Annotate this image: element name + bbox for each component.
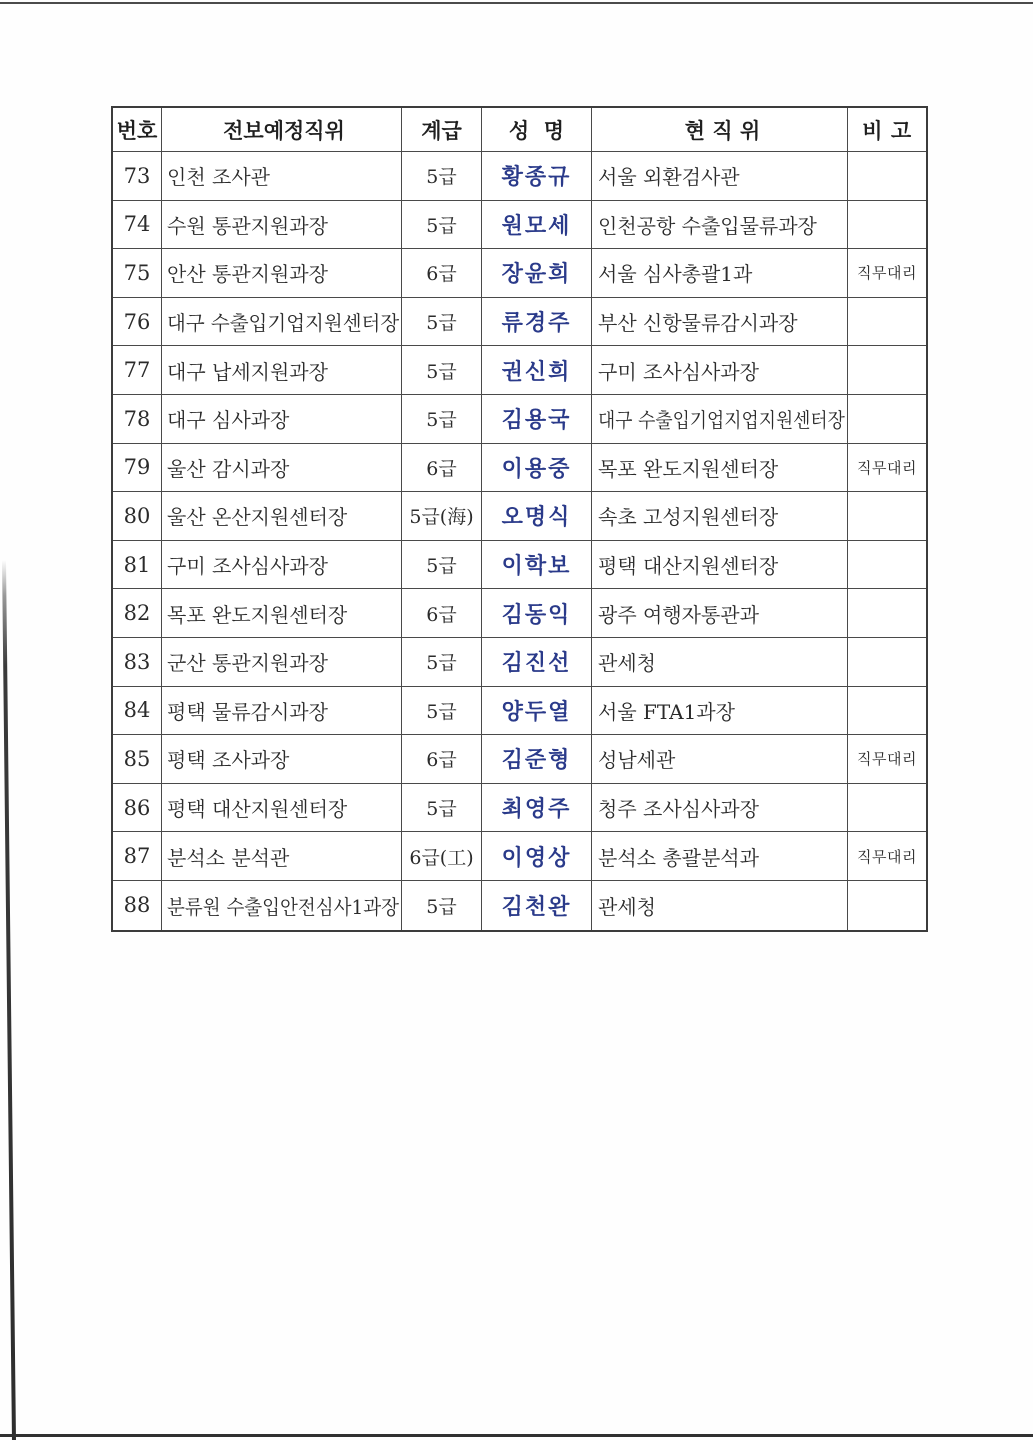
name-cell-text: 이영상	[501, 845, 572, 871]
planned-position-cell-text: 군산 통관지원과장	[167, 651, 328, 676]
planned-position-cell-text: 대구 수출입기업지원센터장	[167, 311, 400, 336]
current-position-cell	[592, 881, 848, 930]
planned-position-cell	[162, 249, 402, 298]
rank-cell-text: 5급	[426, 214, 457, 237]
row-number-cell	[113, 784, 162, 833]
remark-cell	[848, 541, 926, 590]
planned-position-cell	[162, 541, 402, 590]
table-row	[113, 492, 926, 541]
planned-position-cell-text: 대구 심사과장	[167, 408, 290, 433]
name-cell	[482, 492, 592, 541]
table-row	[113, 784, 926, 833]
name-cell-text: 양두열	[501, 699, 572, 725]
current-position-cell	[592, 249, 848, 298]
current-position-cell-text: 성남세관	[598, 748, 676, 773]
row-number-cell-text: 73	[123, 163, 151, 188]
table-row	[113, 881, 926, 930]
rank-cell-text: 5급	[426, 166, 457, 189]
row-number-cell-text: 76	[123, 309, 151, 334]
planned-position-cell-text: 울산 감시과장	[167, 456, 290, 481]
remark-cell	[848, 152, 926, 201]
name-cell-text: 원모세	[501, 213, 572, 239]
planned-position-cell	[162, 784, 402, 833]
rank-cell-text: 5급	[426, 360, 457, 383]
row-number-cell-text: 88	[123, 893, 151, 918]
rank-cell	[402, 735, 482, 784]
current-position-cell-text: 관세청	[598, 894, 656, 919]
rank-cell	[402, 201, 482, 250]
scan-artifact-left-streak	[2, 560, 16, 1440]
row-number-cell	[113, 541, 162, 590]
name-cell	[482, 832, 592, 881]
planned-position-cell-text: 대구 납세지원과장	[167, 359, 328, 384]
remark-cell	[848, 249, 926, 298]
table-row	[113, 201, 926, 250]
current-position-cell-text: 인천공항 수출입물류과장	[598, 213, 817, 238]
transfer-table	[111, 106, 928, 932]
planned-position-cell	[162, 687, 402, 736]
name-cell	[482, 298, 592, 347]
planned-position-cell-text: 평택 조사과장	[167, 748, 290, 773]
planned-position-cell	[162, 444, 402, 493]
name-cell-text: 김용국	[501, 408, 572, 434]
name-cell-text: 장윤희	[501, 262, 572, 288]
header-rank: 계급	[402, 108, 482, 152]
current-position-cell-text: 서울 FTA1과장	[598, 699, 735, 724]
row-number-cell-text: 81	[123, 552, 151, 577]
row-number-cell	[113, 249, 162, 298]
rank-cell-text: 6급	[426, 457, 457, 480]
rank-cell-text: 5급	[426, 652, 457, 675]
current-position-cell-text: 대구 수출입기업지업지원센터장	[598, 408, 845, 433]
name-cell	[482, 638, 592, 687]
row-number-cell	[113, 395, 162, 444]
name-cell-text: 권신희	[501, 359, 572, 385]
planned-position-cell	[162, 346, 402, 395]
header-remark: 비 고	[848, 108, 926, 152]
row-number-cell	[113, 444, 162, 493]
remark-cell	[848, 346, 926, 395]
table-row	[113, 589, 926, 638]
table-row	[113, 395, 926, 444]
name-cell-text: 최영주	[501, 797, 572, 823]
row-number-cell	[113, 638, 162, 687]
rank-cell-text: 6급	[426, 603, 457, 626]
current-position-cell	[592, 492, 848, 541]
name-cell	[482, 541, 592, 590]
rank-cell-text: 5급	[426, 700, 457, 723]
current-position-cell	[592, 687, 848, 736]
table-row	[113, 735, 926, 784]
rank-cell	[402, 881, 482, 930]
remark-cell	[848, 492, 926, 541]
row-number-cell-text: 78	[123, 406, 151, 431]
planned-position-cell	[162, 638, 402, 687]
planned-position-cell-text: 평택 물류감시과장	[167, 699, 328, 724]
planned-position-cell-text: 분류원 수출입안전심사1과장	[167, 894, 399, 919]
remark-cell	[848, 735, 926, 784]
planned-position-cell-text: 인천 조사관	[167, 165, 270, 190]
planned-position-cell-text: 울산 온산지원센터장	[167, 505, 348, 530]
row-number-cell-text: 75	[123, 260, 151, 285]
row-number-cell	[113, 589, 162, 638]
remark-cell-text: 직무대리	[857, 458, 917, 477]
name-cell	[482, 395, 592, 444]
planned-position-cell	[162, 395, 402, 444]
row-number-cell-text: 82	[123, 601, 151, 626]
planned-position-cell	[162, 298, 402, 347]
planned-position-cell-text: 평택 대산지원센터장	[167, 797, 348, 822]
table-row	[113, 541, 926, 590]
remark-cell	[848, 638, 926, 687]
row-number-cell-text: 84	[123, 698, 151, 723]
name-cell-text: 이학보	[501, 554, 572, 580]
header-no: 번호	[113, 108, 162, 152]
current-position-cell	[592, 201, 848, 250]
table-row	[113, 346, 926, 395]
rank-cell-text: 5급	[426, 555, 457, 578]
current-position-cell	[592, 346, 848, 395]
name-cell	[482, 735, 592, 784]
table-header-row	[113, 108, 926, 152]
planned-position-cell	[162, 881, 402, 930]
planned-position-cell-text: 수원 통관지원과장	[167, 213, 328, 238]
current-position-cell	[592, 735, 848, 784]
remark-cell-text: 직무대리	[857, 264, 917, 283]
remark-cell-text: 직무대리	[857, 750, 917, 769]
planned-position-cell-text: 구미 조사심사과장	[167, 554, 328, 579]
rank-cell	[402, 687, 482, 736]
name-cell	[482, 881, 592, 930]
row-number-cell	[113, 298, 162, 347]
row-number-cell-text: 74	[123, 212, 151, 237]
row-number-cell-text: 87	[123, 844, 151, 869]
rank-cell-text: 5급(海)	[409, 506, 474, 529]
planned-position-cell	[162, 201, 402, 250]
name-cell-text: 이용중	[501, 456, 572, 482]
current-position-cell	[592, 638, 848, 687]
name-cell-text: 류경주	[501, 311, 572, 337]
current-position-cell	[592, 784, 848, 833]
current-position-cell-text: 평택 대산지원센터장	[598, 554, 779, 579]
table-row	[113, 152, 926, 201]
name-cell	[482, 784, 592, 833]
rank-cell	[402, 832, 482, 881]
remark-cell	[848, 298, 926, 347]
current-position-cell-text: 부산 신항물류감시과장	[598, 311, 798, 336]
rank-cell	[402, 784, 482, 833]
row-number-cell-text: 86	[123, 795, 151, 820]
row-number-cell	[113, 152, 162, 201]
row-number-cell	[113, 735, 162, 784]
name-cell-text: 김진선	[501, 651, 572, 677]
rank-cell	[402, 589, 482, 638]
table-body	[113, 152, 926, 930]
rank-cell	[402, 249, 482, 298]
planned-position-cell	[162, 152, 402, 201]
name-cell	[482, 346, 592, 395]
rank-cell	[402, 346, 482, 395]
current-position-cell-text: 목포 완도지원센터장	[598, 456, 779, 481]
current-position-cell-text: 관세청	[598, 651, 656, 676]
current-position-cell	[592, 395, 848, 444]
row-number-cell-text: 85	[123, 746, 151, 771]
current-position-cell-text: 구미 조사심사과장	[598, 359, 759, 384]
current-position-cell-text: 서울 심사총괄1과	[598, 262, 753, 287]
scan-artifact-bottom-edge	[0, 1434, 1033, 1437]
table-row	[113, 687, 926, 736]
current-position-cell	[592, 152, 848, 201]
name-cell	[482, 201, 592, 250]
row-number-cell	[113, 832, 162, 881]
planned-position-cell-text: 안산 통관지원과장	[167, 262, 328, 287]
name-cell-text: 오명식	[501, 505, 572, 531]
row-number-cell-text: 83	[123, 649, 151, 674]
table-row	[113, 249, 926, 298]
remark-cell	[848, 444, 926, 493]
row-number-cell-text: 79	[123, 455, 151, 480]
header-current-position: 현 직 위	[592, 108, 848, 152]
table-row	[113, 832, 926, 881]
row-number-cell	[113, 346, 162, 395]
scan-artifact-top-edge	[0, 2, 1033, 4]
planned-position-cell	[162, 492, 402, 541]
table-row	[113, 298, 926, 347]
name-cell-text: 김천완	[501, 894, 572, 920]
row-number-cell	[113, 492, 162, 541]
current-position-cell	[592, 832, 848, 881]
rank-cell-text: 5급	[426, 409, 457, 432]
planned-position-cell-text: 분석소 분석관	[167, 845, 290, 870]
rank-cell	[402, 444, 482, 493]
row-number-cell	[113, 687, 162, 736]
remark-cell	[848, 201, 926, 250]
row-number-cell-text: 77	[123, 358, 151, 383]
rank-cell-text: 5급	[426, 798, 457, 821]
row-number-cell-text: 80	[123, 503, 151, 528]
name-cell	[482, 589, 592, 638]
rank-cell-text: 5급	[426, 895, 457, 918]
rank-cell	[402, 152, 482, 201]
current-position-cell	[592, 444, 848, 493]
rank-cell	[402, 492, 482, 541]
planned-position-cell	[162, 832, 402, 881]
remark-cell	[848, 784, 926, 833]
name-cell	[482, 687, 592, 736]
name-cell	[482, 152, 592, 201]
name-cell	[482, 249, 592, 298]
name-cell-text: 김동익	[501, 602, 572, 628]
rank-cell-text: 5급	[426, 312, 457, 335]
name-cell-text: 황종규	[501, 165, 572, 191]
remark-cell	[848, 832, 926, 881]
rank-cell-text: 6급	[426, 749, 457, 772]
table-row	[113, 444, 926, 493]
planned-position-cell	[162, 589, 402, 638]
current-position-cell-text: 청주 조사심사과장	[598, 797, 759, 822]
current-position-cell	[592, 298, 848, 347]
remark-cell	[848, 687, 926, 736]
rank-cell	[402, 395, 482, 444]
current-position-cell-text: 분석소 총괄분석과	[598, 845, 759, 870]
rank-cell	[402, 298, 482, 347]
rank-cell	[402, 638, 482, 687]
remark-cell-text: 직무대리	[857, 847, 917, 866]
current-position-cell-text: 광주 여행자통관과	[598, 602, 759, 627]
planned-position-cell-text: 목포 완도지원센터장	[167, 602, 348, 627]
remark-cell	[848, 589, 926, 638]
name-cell	[482, 444, 592, 493]
current-position-cell	[592, 541, 848, 590]
row-number-cell	[113, 881, 162, 930]
current-position-cell-text: 서울 외환검사관	[598, 165, 740, 190]
table-row	[113, 638, 926, 687]
rank-cell-text: 6급(工)	[409, 846, 474, 869]
rank-cell-text: 6급	[426, 263, 457, 286]
remark-cell	[848, 395, 926, 444]
row-number-cell	[113, 201, 162, 250]
current-position-cell	[592, 589, 848, 638]
header-planned-position: 전보예정직위	[162, 108, 402, 152]
header-name: 성 명	[482, 108, 592, 152]
remark-cell	[848, 881, 926, 930]
rank-cell	[402, 541, 482, 590]
name-cell-text: 김준형	[501, 748, 572, 774]
planned-position-cell	[162, 735, 402, 784]
current-position-cell-text: 속초 고성지원센터장	[598, 505, 779, 530]
